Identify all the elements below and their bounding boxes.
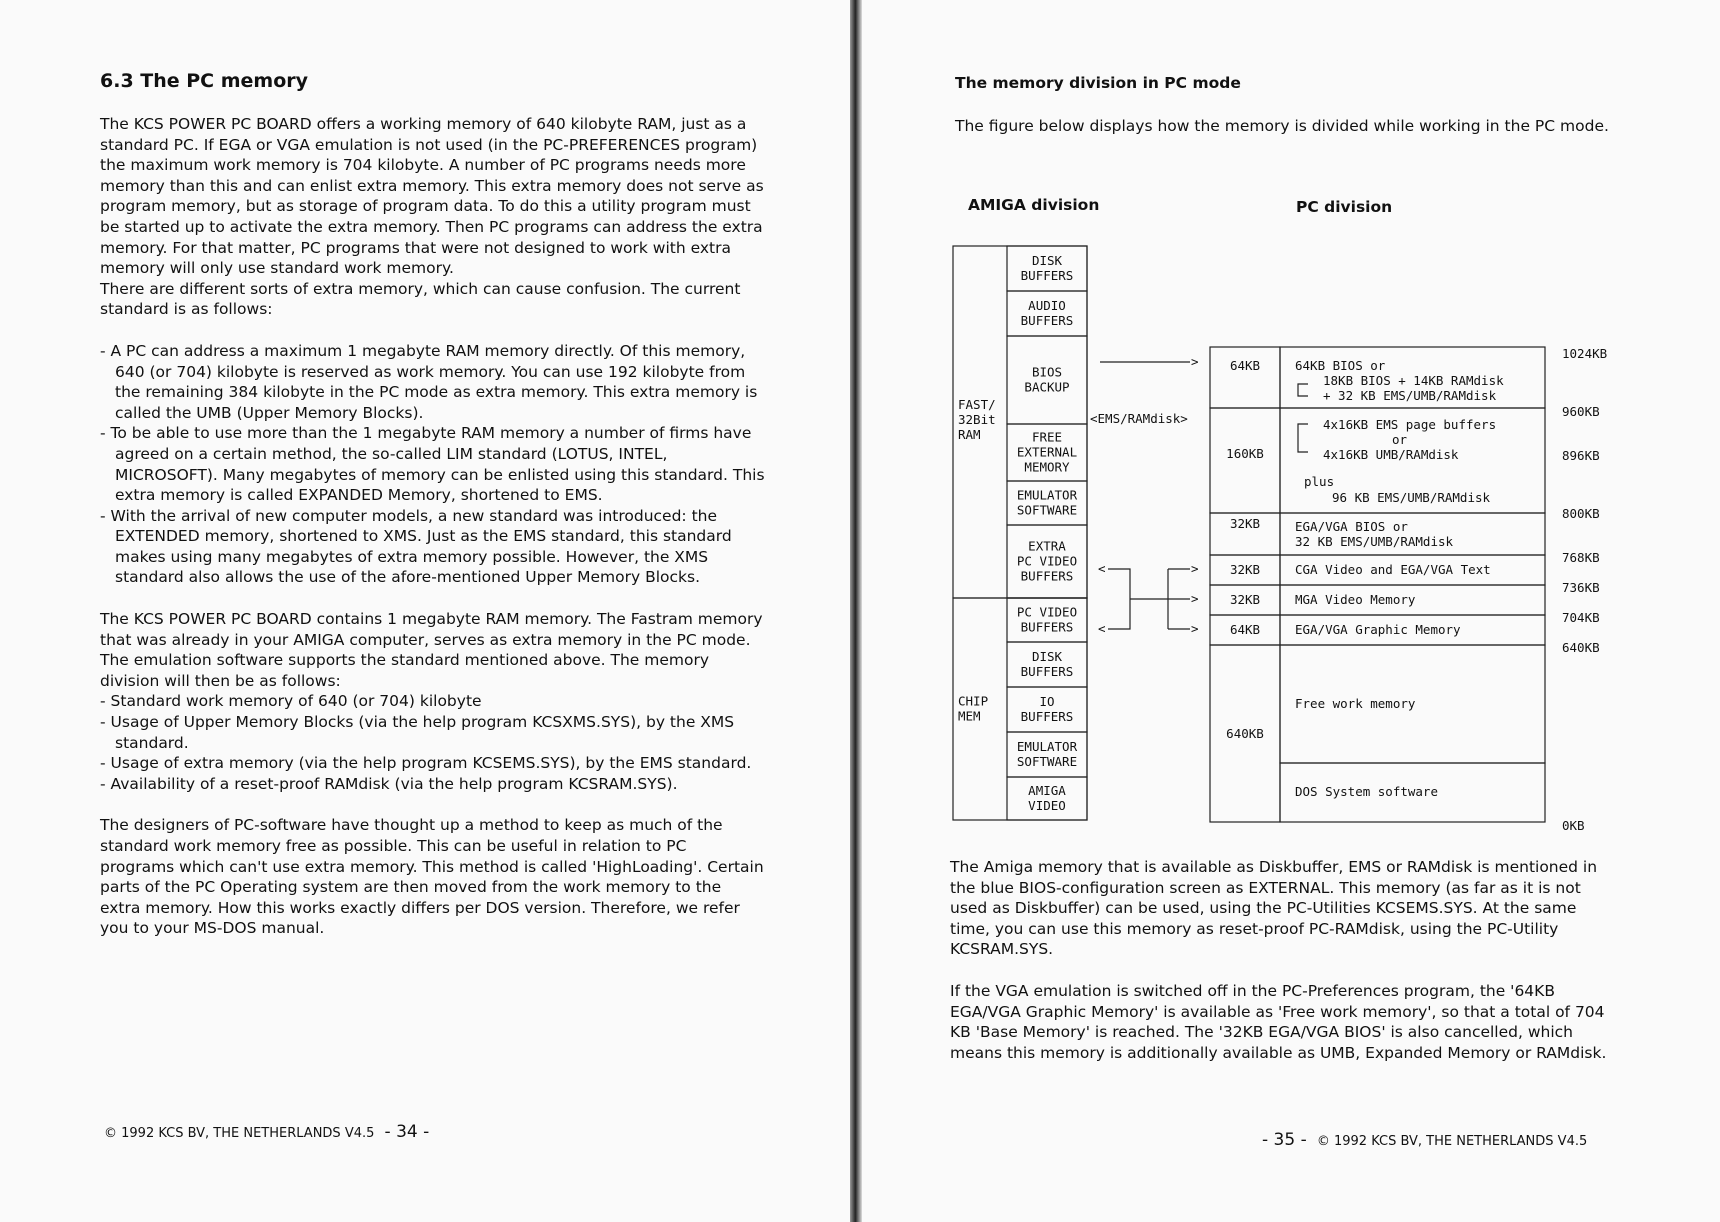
pc-block-label: DOS System software	[1295, 784, 1438, 799]
pc-size-label: 64KB	[1229, 622, 1261, 637]
pc-block-label: 4x16KB EMS page buffers	[1323, 417, 1497, 432]
list-item: - Availability of a reset-proof RAMdisk (via the help program KCSRAM.SYS).	[100, 774, 765, 795]
pc-division-label: PC division	[1296, 198, 1393, 216]
pc-size-label: 64KB	[1229, 358, 1261, 373]
intro-paragraph: The KCS POWER PC BOARD offers a working memory of 640 kilobyte RAM, just as a standard PC. If EGA or VGA emulation is not used (in the PC-PREFERENCES program) the maximum work memory is 704 kilobyte. A number of PC programs needs more memory than this and can enlist extra memory. This extra memory does not serve as program memory, but as storage of program data. To do this a utility program must be started up to activate the extra memory. Then PC programs can address the extra memory. For that matter, PC programs that were not designed to work with extra memory will only use standard work memory.	[100, 115, 764, 278]
arrow-head: >	[1191, 591, 1199, 606]
right-title: The memory division in PC mode	[955, 74, 1241, 92]
page-number: - 35 -	[1262, 1130, 1307, 1150]
video-link-right	[1130, 569, 1190, 629]
address-label: 768KB	[1562, 550, 1600, 565]
amiga-block-label: BIOS	[1031, 364, 1063, 380]
pc-block-label: EGA/VGA BIOS or	[1295, 519, 1408, 534]
arrow-head: >	[1191, 621, 1199, 636]
right-body-1: The Amiga memory that is available as Diskbuffer, EMS or RAMdisk is mentioned in the blue BIOS-configuration screen as EXTERNAL. This memory (as far as it is not used as Diskbuffer) can be used, using the PC-Utilities KCSEMS.SYS. At the same time, you can use this memory as reset-proof PC-RAMdisk, using the PC-Utility KCSRAM.SYS.	[950, 858, 1598, 959]
address-label: 736KB	[1562, 580, 1600, 595]
amiga-block-label: BUFFERS	[1020, 619, 1074, 635]
amiga-block-label: BUFFERS	[1020, 664, 1074, 679]
amiga-block-label: BACKUP	[1024, 379, 1070, 395]
amiga-block-label: BUFFERS	[1020, 268, 1074, 283]
amiga-block-label: PC VIDEO	[1016, 604, 1078, 620]
address-label: 960KB	[1562, 404, 1600, 419]
bracket	[1298, 424, 1308, 452]
address-label: 800KB	[1562, 506, 1600, 521]
address-label: 1024KB	[1562, 346, 1608, 361]
highloading-paragraph: The designers of PC-software have thought up a method to keep as much of the standard work memory free as possible. This can be useful in relation to PC programs which can't use extra memory. This method is called 'HighLoading'. Certain parts of the PC Operating system are then moved from the work memory to the extra memory. How this works exactly differs per DOS version. Therefore, we refer you to your MS-DOS manual.	[100, 816, 764, 938]
address-label: 896KB	[1562, 448, 1600, 463]
arrow-head: >	[1191, 354, 1199, 369]
arrow-tail: <	[1098, 561, 1106, 576]
pc-block-label: 18KB BIOS + 14KB RAMdisk	[1323, 373, 1504, 388]
copyright-text: © 1992 KCS BV, THE NETHERLANDS V4.5	[104, 1126, 375, 1141]
amiga-block-label: AMIGA	[1028, 783, 1066, 798]
ems-ramdisk-label: <EMS/RAMdisk>	[1090, 411, 1188, 426]
pc-block-label: 4x16KB UMB/RAMdisk	[1323, 447, 1459, 462]
list-item: - Standard work memory of 640 (or 704) kilobyte	[100, 691, 765, 712]
pc-size-label: 32KB	[1229, 592, 1261, 607]
pc-size-cell	[1210, 347, 1280, 408]
list-item: - A PC can address a maximum 1 megabyte RAM memory directly. Of this memory, 640 (or 704) kilobyte is reserved as work memory. You can use 192 kilobyte from the remaining 384 kilobyte in the PC mode as extra memory. This extra memory is called the UMB (Upper Memory Blocks).	[100, 341, 765, 423]
copyright-text: © 1992 KCS BV, THE NETHERLANDS V4.5	[1316, 1134, 1588, 1149]
amiga-block-label: PC VIDEO	[1016, 553, 1078, 569]
right-body-2: If the VGA emulation is switched off in the PC-Preferences program, the '64KB EGA/VGA Graphic Memory' is available as 'Free work memory', so that a total of 704 KB 'Base Memory' is reached. The '32KB EGA/VGA BIOS' is also cancelled, which means this memory is additionally available as UMB, Expanded Memory or RAMdisk.	[950, 982, 1607, 1062]
video-link-left	[1108, 569, 1130, 629]
amiga-block-label: SOFTWARE	[1016, 502, 1078, 518]
amiga-block-label: FREE	[1031, 429, 1063, 445]
pc-block-label: 64KB BIOS or	[1295, 358, 1386, 373]
standards-paragraph: There are different sorts of extra memory, which can cause confusion. The current standard is as follows:	[100, 279, 741, 319]
amiga-block-label: DISK	[1031, 649, 1063, 664]
amiga-block-label: IO	[1039, 694, 1055, 709]
board-paragraph: The KCS POWER PC BOARD contains 1 megabyte RAM memory. The Fastram memory that was already in your AMIGA computer, serves as extra memory in the PC mode. The emulation software supports the standard mentioned above. The memory division will then be as follows:	[100, 610, 763, 690]
amiga-block-label: EXTERNAL	[1016, 444, 1078, 460]
amiga-block-label: EMULATOR	[1016, 739, 1078, 754]
chip-mem-label: MEM	[958, 708, 981, 724]
amiga-block-label: EMULATOR	[1016, 487, 1078, 503]
pc-block-label: MGA Video Memory	[1295, 592, 1416, 607]
fast-ram-label: FAST/	[958, 397, 996, 412]
fast-ram-label: 32Bit	[958, 412, 996, 427]
pc-block-label: EGA/VGA Graphic Memory	[1295, 622, 1461, 637]
arrow-tail: <	[1098, 621, 1106, 636]
right-intro: The figure below displays how the memory is divided while working in the PC mode.	[955, 117, 1609, 135]
chip-mem-label: CHIP	[958, 693, 989, 709]
amiga-division-label: AMIGA division	[968, 196, 1100, 214]
fast-ram-label: RAM	[958, 427, 981, 442]
amiga-block-label: BUFFERS	[1020, 313, 1074, 328]
right-footer	[1256, 1130, 1587, 1150]
pc-block-label: or	[1392, 432, 1408, 447]
list-item: - To be able to use more than the 1 megabyte RAM memory a number of firms have agreed on a certain method, the so-called LIM standard (LOTUS, INTEL, MICROSOFT). Many megabytes of memory can be enlisted using this standard. This extra memory is called EXPANDED Memory, shortened to EMS.	[100, 423, 765, 505]
amiga-block-label: DISK	[1031, 253, 1063, 268]
pc-block-label: 32 KB EMS/UMB/RAMdisk	[1295, 534, 1454, 549]
pc-block-label: plus	[1304, 474, 1335, 489]
amiga-block-label: BUFFERS	[1020, 568, 1074, 584]
section-heading: 6.3 The PC memory	[100, 70, 309, 92]
amiga-block-label: BUFFERS	[1020, 709, 1074, 724]
pc-block-label: + 32 KB EMS/UMB/RAMdisk	[1323, 388, 1497, 403]
amiga-block-label: EXTRA	[1028, 538, 1066, 554]
amiga-block-label: VIDEO	[1028, 798, 1066, 813]
page-number: - 34 -	[384, 1122, 430, 1142]
amiga-block-label: SOFTWARE	[1016, 754, 1078, 769]
list-item: - Usage of extra memory (via the help program KCSEMS.SYS), by the EMS standard.	[100, 753, 765, 774]
arrow-head: >	[1191, 561, 1199, 576]
pc-size-label: 160KB	[1226, 446, 1264, 461]
list-item: - Usage of Upper Memory Blocks (via the help program KCSXMS.SYS), by the XMS standard.	[100, 712, 765, 753]
pc-size-label: 32KB	[1229, 516, 1261, 531]
address-label: 704KB	[1562, 610, 1600, 625]
list-item: - With the arrival of new computer models, a new standard was introduced: the EXTENDED memory, shortened to XMS. Just as the EMS standard, this standard makes using many megabytes of extra memory possible. However, the XMS standard also allows the use of the afore-mentioned Upper Memory Blocks.	[100, 506, 765, 588]
pc-block-label: 96 KB EMS/UMB/RAMdisk	[1332, 490, 1491, 505]
pc-size-label: 640KB	[1226, 726, 1264, 741]
pc-size-label: 32KB	[1229, 562, 1261, 577]
amiga-block-label: AUDIO	[1028, 298, 1066, 313]
address-label: 0KB	[1562, 818, 1585, 833]
bracket	[1298, 384, 1308, 396]
amiga-block-label: MEMORY	[1024, 459, 1070, 475]
address-label: 640KB	[1562, 640, 1600, 655]
pc-block-label: CGA Video and EGA/VGA Text	[1295, 562, 1491, 577]
pc-block-label: Free work memory	[1295, 696, 1416, 711]
